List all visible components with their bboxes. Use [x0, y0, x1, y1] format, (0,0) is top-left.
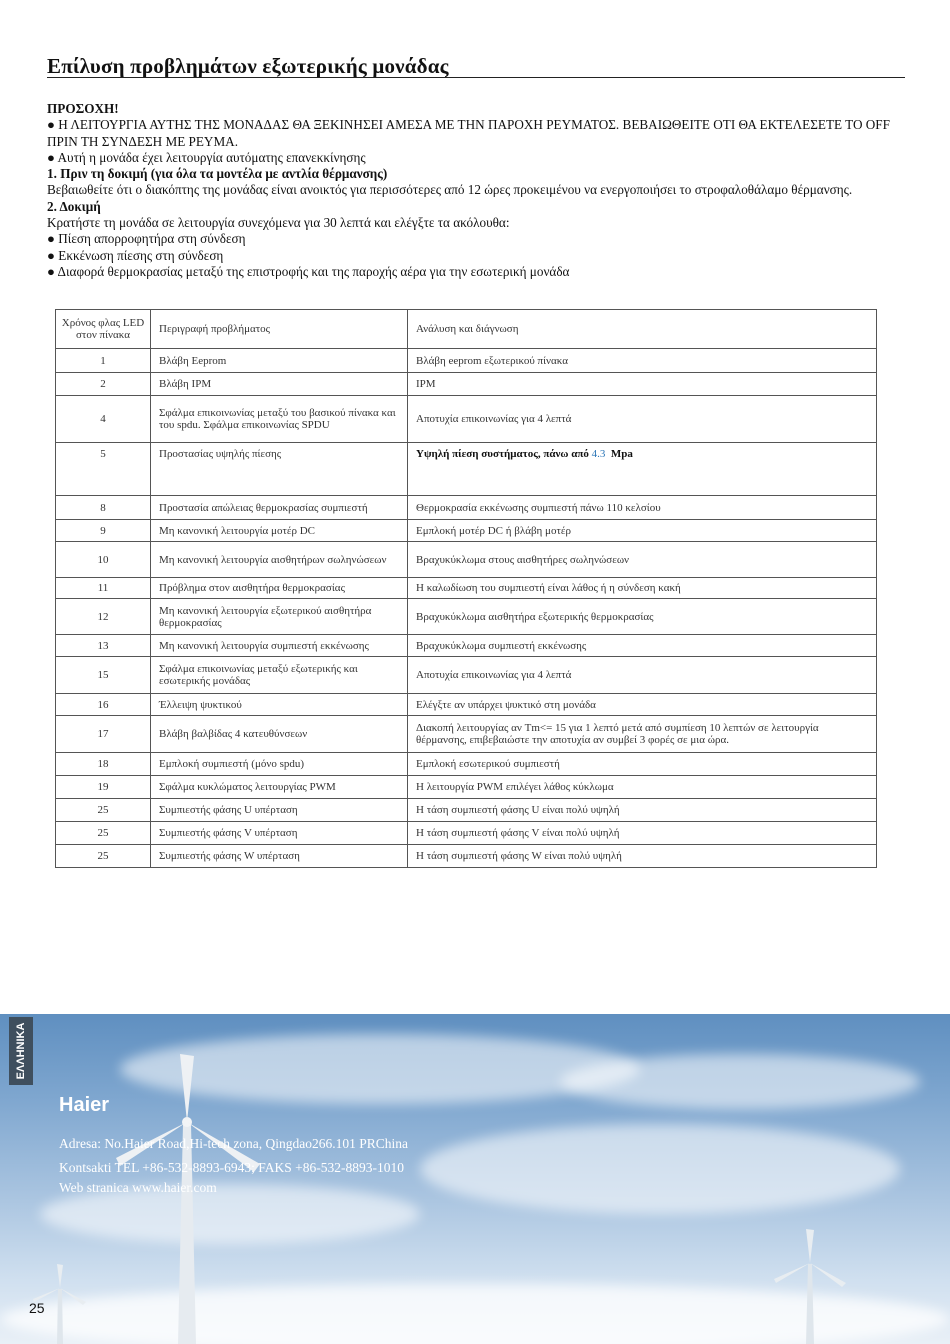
- check-item: ● Εκκένωση πίεσης στη σύνδεση: [47, 247, 224, 263]
- table-row: [56, 396, 877, 443]
- fault-code: 8: [56, 496, 151, 520]
- fault-code: 17: [56, 716, 151, 753]
- fault-analysis: Εμπλοκή μοτέρ DC ή βλάβη μοτέρ: [408, 520, 877, 542]
- fault-problem: Συμπιεστής φάσης U υπέρταση: [151, 799, 408, 822]
- fault-code: 25: [56, 799, 151, 822]
- fault-analysis: Η λειτουργία PWM επιλέγει λάθος κύκλωμα: [408, 776, 877, 799]
- check-item: ● Διαφορά θερμοκρασίας μεταξύ της επιστροφής και της παροχής αέρα για την εσωτερική μονάδα: [47, 263, 570, 279]
- fault-analysis: Αποτυχία επικοινωνίας για 4 λεπτά: [408, 396, 877, 443]
- header-analysis: Ανάλυση και διάγνωση: [408, 310, 877, 349]
- brand-logo-text: Haier: [59, 1094, 110, 1116]
- table-row: [56, 776, 877, 799]
- fault-problem: Μη κανονική λειτουργία συμπιεστή εκκένωσης: [151, 635, 408, 657]
- step1-heading: 1. Πριν τη δοκιμή (για όλα τα μοντέλα με αντλία θέρμανσης): [47, 166, 388, 182]
- fault-code: 15: [56, 657, 151, 694]
- fault-analysis: Η τάση συμπιεστή φάσης V είναι πολύ υψηλή: [408, 822, 877, 845]
- fault-analysis: Βραχυκύκλωμα αισθητήρα εξωτερικής θερμοκρασίας: [408, 599, 877, 635]
- fault-problem: Πρόβλημα στον αισθητήρα θερμοκρασίας: [151, 578, 408, 599]
- footer-address: Adresa: No.Haier Road,Hi-tech zona, Qingdao266.101 PRChina: [59, 1136, 409, 1151]
- fault-code: 1: [56, 349, 151, 373]
- analysis-text: Υψηλή πίεση συστήματος, πάνω από: [416, 448, 589, 460]
- fault-code: 13: [56, 635, 151, 657]
- fault-code: 16: [56, 694, 151, 716]
- fault-problem: Σφάλμα επικοινωνίας μεταξύ του βασικού πίνακα και του spdu. Σφάλμα επικοινωνίας SPDU: [151, 396, 408, 443]
- fault-code: 2: [56, 373, 151, 396]
- fault-problem: Έλλειψη ψυκτικού: [151, 694, 408, 716]
- fault-problem: Σφάλμα επικοινωνίας μεταξύ εξωτερικής και εσωτερικής μονάδας: [151, 657, 408, 694]
- fault-problem: Βλάβη βαλβίδας 4 κατευθύνσεων: [151, 716, 408, 753]
- fault-code: 18: [56, 753, 151, 776]
- fault-analysis: Η τάση συμπιεστή φάσης U είναι πολύ υψηλή: [408, 799, 877, 822]
- table-row: [56, 443, 877, 496]
- fault-problem: Προστασίας υψηλής πίεσης: [151, 443, 408, 496]
- fault-problem: Συμπιεστής φάσης W υπέρταση: [151, 845, 408, 868]
- fault-code-table: [55, 309, 877, 868]
- fault-code: 25: [56, 845, 151, 868]
- table-row: [56, 578, 877, 599]
- fault-analysis: Βραχυκύκλωμα στους αισθητήρες σωληνώσεων: [408, 542, 877, 578]
- fault-analysis: IPM: [408, 373, 877, 396]
- fault-analysis: [408, 443, 877, 496]
- wind-turbine-icon: [110, 1054, 270, 1344]
- language-tab-label: ΕΛΛΗΝΙΚΑ: [15, 1022, 27, 1080]
- fault-analysis: Η τάση συμπιεστή φάσης W είναι πολύ υψηλή: [408, 845, 877, 868]
- fault-problem: Προστασία απώλειας θερμοκρασίας συμπιεστή: [151, 496, 408, 520]
- fault-analysis: Η καλωδίωση του συμπιεστή είναι λάθος ή η σύνδεση κακή: [408, 578, 877, 599]
- step1-text: Βεβαιωθείτε ότι ο διακόπτης της μονάδας είναι ανοικτός για περισσότερες από 12 ώρες προκειμένου να ενεργοποιήσει το στροφαλοθάλαμο θέρμανσης.: [47, 182, 853, 198]
- fault-code: 19: [56, 776, 151, 799]
- cloud-shape: [420, 1124, 900, 1214]
- fault-code: 4: [56, 396, 151, 443]
- fault-analysis: Θερμοκρασία εκκένωσης συμπιεστή πάνω 110 κελσίου: [408, 496, 877, 520]
- fault-analysis: Βλάβη eeprom εξωτερικού πίνακα: [408, 349, 877, 373]
- footer-web: Web stranica www.haier.com: [59, 1180, 217, 1195]
- header-problem: Περιγραφή προβλήματος: [151, 310, 408, 349]
- fault-code: 11: [56, 578, 151, 599]
- page-number: 25: [29, 1300, 45, 1316]
- footer-phone: Kontsakti TEL +86-532-8893-6943; FAKS +86-532-8893-1010: [59, 1160, 404, 1175]
- table-header-row: [56, 310, 877, 349]
- title-divider: [47, 77, 905, 78]
- table-row: [56, 657, 877, 694]
- footer-sky-image: [0, 1014, 950, 1344]
- table-row: [56, 373, 877, 396]
- table-row: [56, 694, 877, 716]
- fault-problem: Βλάβη IPM: [151, 373, 408, 396]
- fault-analysis: Διακοπή λειτουργίας αν Tm<= 15 για 1 λεπτό μετά από συμπίεση 10 λεπτών σε λειτουργία θέρμανσης, επιβεβαιώστε την αποτυχία αν συμβεί 3 φορές σε μια ώρα.: [408, 716, 877, 753]
- language-tab: [9, 1017, 33, 1085]
- fault-analysis: Ελέγξτε αν υπάρχει ψυκτικό στη μονάδα: [408, 694, 877, 716]
- step2-text: Κρατήστε τη μονάδα σε λειτουργία συνεχόμενα για 30 λεπτά και ελέγξτε τα ακόλουθα:: [47, 215, 510, 231]
- fault-analysis: Βραχυκύκλωμα συμπιεστή εκκένωσης: [408, 635, 877, 657]
- step2-heading: 2. Δοκιμή: [47, 198, 101, 214]
- caution-heading: ΠΡΟΣΟΧΗ!: [47, 101, 119, 116]
- caution-line: ● Η ΛΕΙΤΟΥΡΓΙΑ ΑΥΤΗΣ ΤΗΣ ΜΟΝΑΔΑΣ ΘΑ ΞΕΚΙΝΗΣΕΙ ΑΜΕΣΑ ΜΕ ΤΗΝ ΠΑΡΟΧΗ ΡΕΥΜΑΤΟΣ. ΒΕΒΑΙΩΘΕΙΤΕ ΟΤΙ ΘΑ ΕΚΤΕΛΕΣΕΤΕ ΤΟ OFF ΠΡΙΝ ΤΗ ΣΥΝΔΕΣΗ ΜΕ ΡΕΥΜΑ.: [47, 117, 890, 149]
- table-row: [56, 520, 877, 542]
- fault-problem: Βλάβη Eeprom: [151, 349, 408, 373]
- page-title: Επίλυση προβλημάτων εξωτερικής μονάδας: [47, 54, 449, 78]
- table-row: [56, 716, 877, 753]
- fault-analysis: Εμπλοκή εσωτερικού συμπιεστή: [408, 753, 877, 776]
- table-row: [56, 635, 877, 657]
- fault-code: 9: [56, 520, 151, 542]
- fault-problem: Μη κανονική λειτουργία εξωτερικού αισθητήρα θερμοκρασίας: [151, 599, 408, 635]
- fault-problem: Σφάλμα κυκλώματος λειτουργίας PWM: [151, 776, 408, 799]
- fault-analysis: Αποτυχία επικοινωνίας για 4 λεπτά: [408, 657, 877, 694]
- fault-problem: Εμπλοκή συμπιεστή (μόνο spdu): [151, 753, 408, 776]
- table-row: [56, 349, 877, 373]
- fault-problem: Μη κανονική λειτουργία αισθητήρων σωληνώσεων: [151, 542, 408, 578]
- fault-code: 25: [56, 822, 151, 845]
- fault-problem: Μη κανονική λειτουργία μοτέρ DC: [151, 520, 408, 542]
- fault-problem: Συμπιεστής φάσης V υπέρταση: [151, 822, 408, 845]
- table-row: [56, 542, 877, 578]
- pressure-value: 4.3: [591, 448, 606, 460]
- check-item: ● Πίεση απορροφητήρα στη σύνδεση: [47, 231, 246, 247]
- cloud-shape: [560, 1054, 920, 1109]
- fault-code: 10: [56, 542, 151, 578]
- fault-code: 5: [56, 443, 151, 496]
- fault-code: 12: [56, 599, 151, 635]
- table-row: [56, 845, 877, 868]
- table-row: [56, 822, 877, 845]
- table-row: [56, 799, 877, 822]
- pressure-unit: Mpa: [610, 448, 633, 460]
- header-led-flash: Χρόνος φλας LED στον πίνακα: [56, 310, 151, 349]
- table-row: [56, 753, 877, 776]
- table-row: [56, 496, 877, 520]
- intro-section: [47, 101, 907, 280]
- table-row: [56, 599, 877, 635]
- wind-turbine-icon: [770, 1229, 850, 1344]
- restart-line: ● Αυτή η μονάδα έχει λειτουργία αυτόματης επανεκκίνησης: [47, 149, 366, 165]
